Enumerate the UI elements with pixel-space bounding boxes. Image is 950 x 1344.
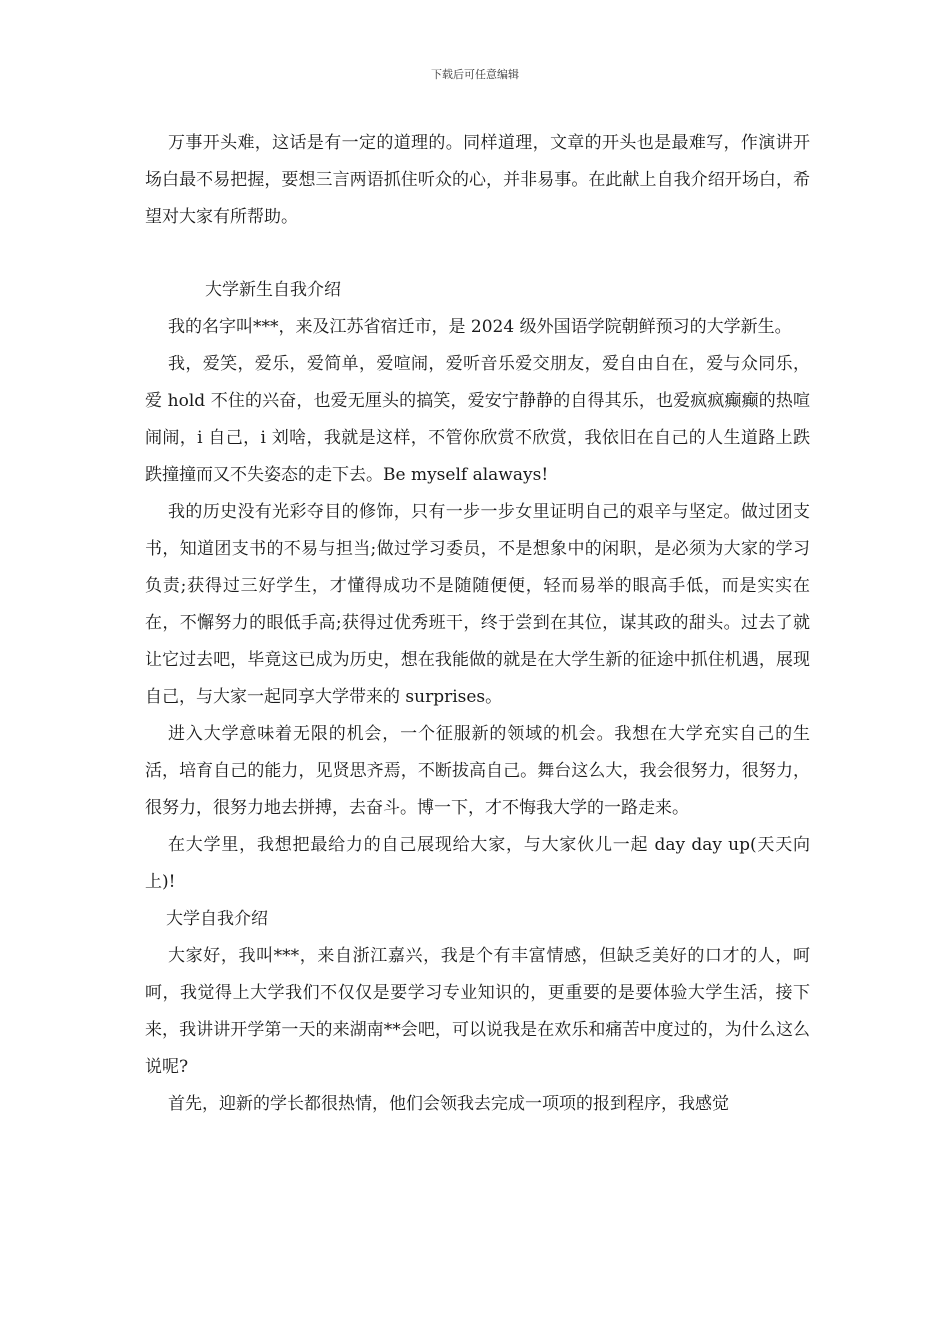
section-title-freshman-intro: 大学新生自我介绍 (205, 280, 341, 300)
paragraph: 在大学里，我想把最给力的自己展现给大家，与大家伙儿一起 day day up(天天向上)! (145, 835, 810, 892)
paragraph: 首先，迎新的学长都很热情，他们会领我去完成一项项的报到程序，我感觉 (168, 1094, 729, 1114)
paragraph: 我，爱笑，爱乐，爱简单，爱喧闹，爱听音乐爱交朋友，爱自由自在，爱与众同乐，爱 hold 不住的兴奋，也爱无厘头的搞笑，爱安宁静静的自得其乐，也爱疯疯癫癫的热喧闹闹，i 自己，i 刘啥，我就是这样，不管你欣赏不欣赏，我依旧在自己的人生道路上跌跌撞撞而又不失姿态的走下去。Be myself alaways! (145, 354, 810, 485)
paragraph: 我的名字叫***，来及江苏省宿迁市，是 2024 级外国语学院朝鲜预习的大学新生。 (168, 317, 792, 337)
document-body (145, 125, 810, 1123)
spacer (145, 236, 810, 272)
intro-paragraph: 万事开头难，这话是有一定的道理的。同样道理，文章的开头也是最难写，作演讲开场白最不易把握，要想三言两语抓住听众的心，并非易事。在此献上自我介绍开场白，希望对大家有所帮助。 (145, 133, 810, 227)
paragraph: 进入大学意味着无限的机会，一个征服新的领域的机会。我想在大学充实自己的生活，培育自己的能力，见贤思齐焉，不断拔高自己。舞台这么大，我会很努力，很努力，很努力，很努力地去拼搏，去奋斗。博一下，才不悔我大学的一路走来。 (145, 724, 810, 818)
section-title-college-intro: 大学自我介绍 (166, 909, 268, 929)
paragraph: 大家好，我叫***，来自浙江嘉兴，我是个有丰富情感，但缺乏美好的口才的人，呵呵，我觉得上大学我们不仅仅是要学习专业知识的，更重要的是要体验大学生活，接下来，我讲讲开学第一天的来湖南**会吧，可以说我是在欢乐和痛苦中度过的，为什么这么说呢? (145, 946, 810, 1077)
paragraph: 我的历史没有光彩夺目的修饰，只有一步一步女里证明自己的艰辛与坚定。做过团支书，知道团支书的不易与担当;做过学习委员，不是想象中的闲职，是必须为大家的学习负责;获得过三好学生，才懂得成功不是随随便便，轻而易举的眼高手低，而是实实在在，不懈努力的眼低手高;获得过优秀班干，终于尝到在其位，谋其政的甜头。过去了就让它过去吧，毕竟这已成为历史，想在我能做的就是在大学生新的征途中抓住机遇，展现自己，与大家一起同享大学带来的 surprises。 (145, 502, 810, 707)
page-header: 下载后可任意编辑 (431, 68, 519, 81)
